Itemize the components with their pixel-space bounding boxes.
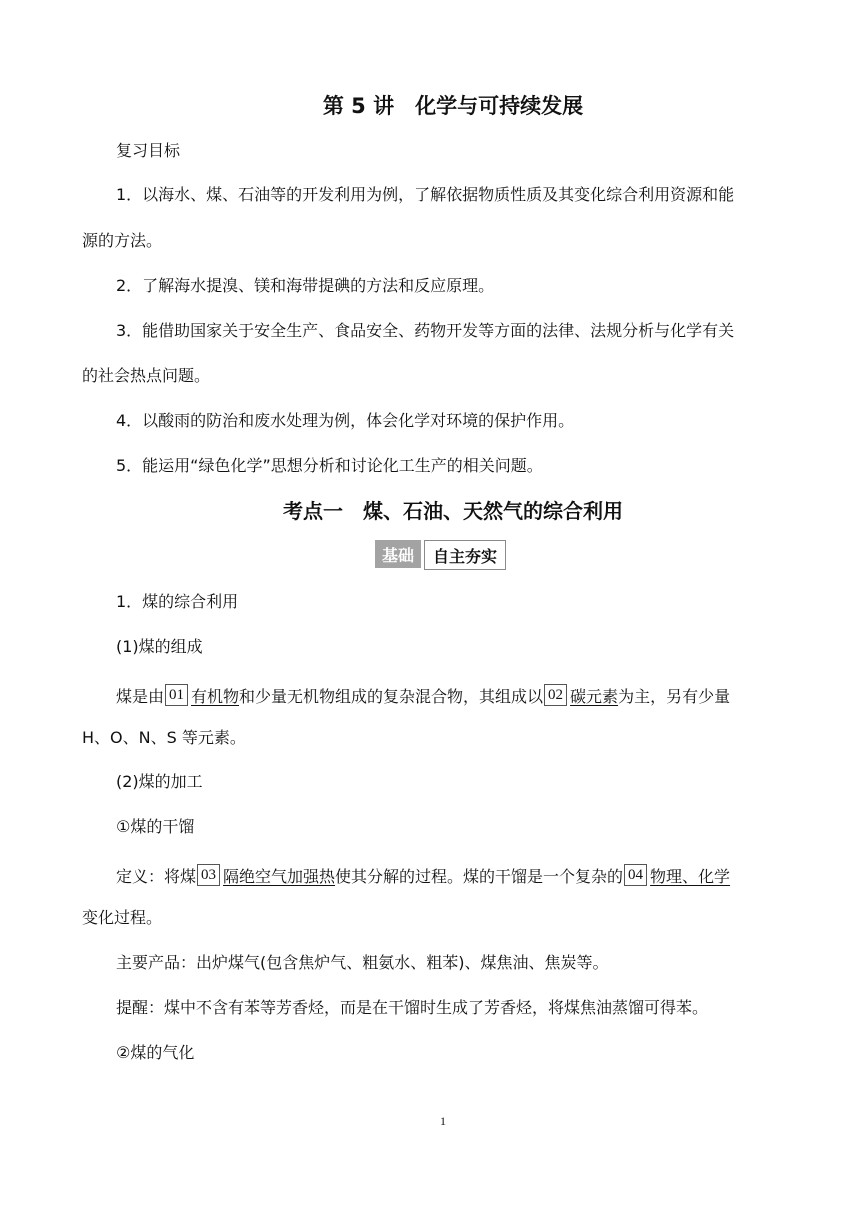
main-products-paragraph: 主要产品：出炉煤气(包含焦炉气、粗氨水、粗苯)、煤焦油、焦炭等。 [116, 953, 609, 972]
page-number: 1 [440, 1114, 446, 1128]
answer-tag-01: 01 [165, 684, 188, 706]
text-segment: 为主，另有少量 [618, 687, 731, 706]
answer-physical-chemical: 物理、化学 [650, 867, 731, 886]
text-segment: 煤是由 [116, 687, 165, 706]
heading-coal-utilization: 1．煤的综合利用 [116, 592, 239, 611]
lesson-title: 第 5 讲 化学与可持续发展 [322, 94, 584, 118]
heading-coal-processing: (2)煤的加工 [116, 772, 203, 791]
answer-carbon-element: 碳元素 [570, 687, 619, 706]
basics-badge [375, 540, 506, 570]
review-item-3-line1: 3．能借助国家关于安全生产、食品安全、药物开发等方面的法律、法规分析与化学有关 [116, 321, 735, 340]
review-item-1-line1: 1．以海水、煤、石油等的开发利用为例，了解依据物质性质及其变化综合利用资源和能 [116, 185, 735, 204]
text-segment: 和少量无机物组成的复杂混合物，其组成以 [239, 687, 544, 706]
review-item-2: 2．了解海水提溴、镁和海带提碘的方法和反应原理。 [116, 276, 495, 295]
reminder-paragraph: 提醒：煤中不含有苯等芳香烃，而是在干馏时生成了芳香烃，将煤焦油蒸馏可得苯。 [116, 998, 709, 1017]
review-item-4: 4．以酸雨的防治和废水处理为例，体会化学对环境的保护作用。 [116, 411, 575, 430]
badge-label-basics: 基础 [375, 540, 421, 568]
review-heading: 复习目标 [116, 141, 181, 160]
coal-composition-line2: H、O、N、S 等元素。 [82, 728, 246, 747]
answer-tag-03: 03 [197, 864, 220, 886]
text-segment: 使其分解的过程。煤的干馏是一个复杂的 [335, 867, 624, 886]
review-item-3-line2: 的社会热点问题。 [82, 366, 211, 385]
heading-coal-composition: (1)煤的组成 [116, 637, 203, 656]
answer-tag-02: 02 [544, 684, 567, 706]
section-title: 考点一 煤、石油、天然气的综合利用 [283, 499, 623, 523]
review-item-1-line2: 源的方法。 [82, 231, 163, 250]
coal-composition-paragraph [116, 684, 782, 708]
dry-distillation-definition [116, 864, 782, 888]
answer-organic-matter: 有机物 [191, 687, 240, 706]
text-segment: 定义：将煤 [116, 867, 197, 886]
badge-label-self-study: 自主夯实 [424, 540, 506, 570]
answer-tag-04: 04 [624, 864, 647, 886]
heading-dry-distillation: ①煤的干馏 [116, 817, 195, 836]
answer-isolate-air-heat: 隔绝空气加强热 [223, 867, 336, 886]
review-item-5: 5．能运用“绿色化学”思想分析和讨论化工生产的相关问题。 [116, 456, 543, 475]
dry-distillation-definition-line2: 变化过程。 [82, 908, 163, 927]
heading-coal-gasification: ②煤的气化 [116, 1043, 195, 1062]
